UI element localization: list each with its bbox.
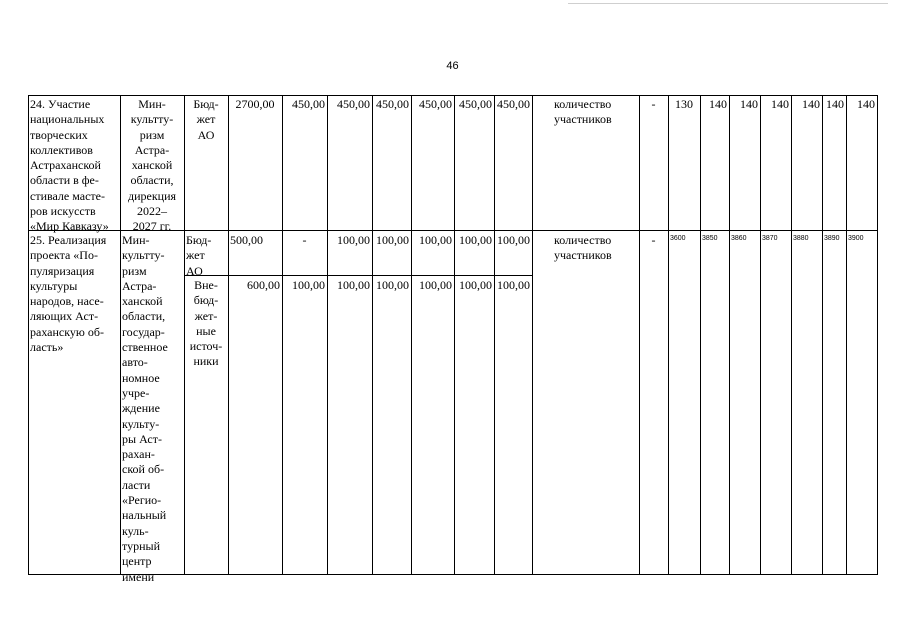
target-value: 3600 [670,235,686,242]
funding-source: Вне- бюд- жет- ные источ- ники [189,278,223,369]
amount-cell: 450,00 [459,97,492,111]
column-border-1 [120,95,121,574]
scan-edge-mark [568,3,888,4]
target-value: 140 [826,97,844,111]
executor-name: Мин- культту- ризм Астра- ханской области, дирекция 2022– 2027 гг. [127,97,177,234]
column-border-7 [411,95,412,574]
column-border-10 [532,95,533,574]
amount-cell: 450,00 [419,97,452,111]
event-name: 24. Участие национальных творческих коллективов Астраханской области в фе- стивале масте- ров искусств «Мир Кавказу» [30,97,109,234]
column-border-8 [454,95,455,574]
column-border-5 [327,95,328,574]
funding-source: Бюд- жет АО [193,97,219,142]
amount-cell: 450,00 [292,97,325,111]
target-value: 3880 [793,235,809,242]
column-border-12 [668,95,669,574]
column-border-14 [729,95,730,574]
amount-cell: 600,00 [247,278,280,292]
event-name: 25. Реализация проекта «По- пуляризация культуры народов, насе- ляющих Аст- раханскую об- ласть» [30,233,107,355]
amount-cell: 100,00 [376,233,409,247]
target-value: 3850 [702,235,718,242]
target-value: 140 [740,97,758,111]
target-value: 140 [802,97,820,111]
amount-cell: 100,00 [292,278,325,292]
target-value: 3870 [762,235,778,242]
amount-cell: 100,00 [337,278,370,292]
column-border-16 [791,95,792,574]
target-value: 3890 [824,235,840,242]
column-border-2 [184,95,185,574]
target-value: 130 [675,97,693,111]
funding-source: Бюд- жет АО [186,233,212,278]
source-divider [184,275,532,276]
amount-cell: 450,00 [497,97,530,111]
indicator-name: количество участников [554,233,612,263]
indicator-name: количество участников [554,97,612,127]
page-number: 46 [446,60,459,72]
column-border-4 [282,95,283,574]
base-value: - [651,97,656,111]
column-border-19 [877,95,878,574]
amount-cell: 100,00 [337,233,370,247]
target-value: 3900 [848,235,864,242]
amount-cell: 450,00 [376,97,409,111]
amount-cell: 100,00 [376,278,409,292]
column-border-15 [760,95,761,574]
column-border-3 [228,95,229,574]
amount-cell: 2700,00 [235,97,275,111]
column-border-0 [28,95,29,574]
base-value: - [651,233,656,247]
amount-cell: 100,00 [459,278,492,292]
amount-cell: 100,00 [419,233,452,247]
target-value: 140 [771,97,789,111]
column-border-6 [372,95,373,574]
column-border-13 [700,95,701,574]
target-value: 3860 [731,235,747,242]
amount-cell: 500,00 [230,233,263,247]
amount-cell: 100,00 [419,278,452,292]
amount-cell: 100,00 [459,233,492,247]
amount-cell: - [302,233,307,247]
amount-cell: 450,00 [337,97,370,111]
executor-name: Мин- культту- ризм Астра- ханской области, государ- ственное авто- номное учре- ждение культу- ры Аст- рахан- ской об- ласти «Регио- нальный куль- турный центр имени [122,233,168,584]
amount-cell: 100,00 [497,233,530,247]
column-border-17 [822,95,823,574]
column-border-18 [846,95,847,574]
target-value: 140 [857,97,875,111]
row-border-top [28,95,878,96]
amount-cell: 100,00 [497,278,530,292]
column-border-9 [494,95,495,574]
column-border-11 [639,95,640,574]
target-value: 140 [709,97,727,111]
